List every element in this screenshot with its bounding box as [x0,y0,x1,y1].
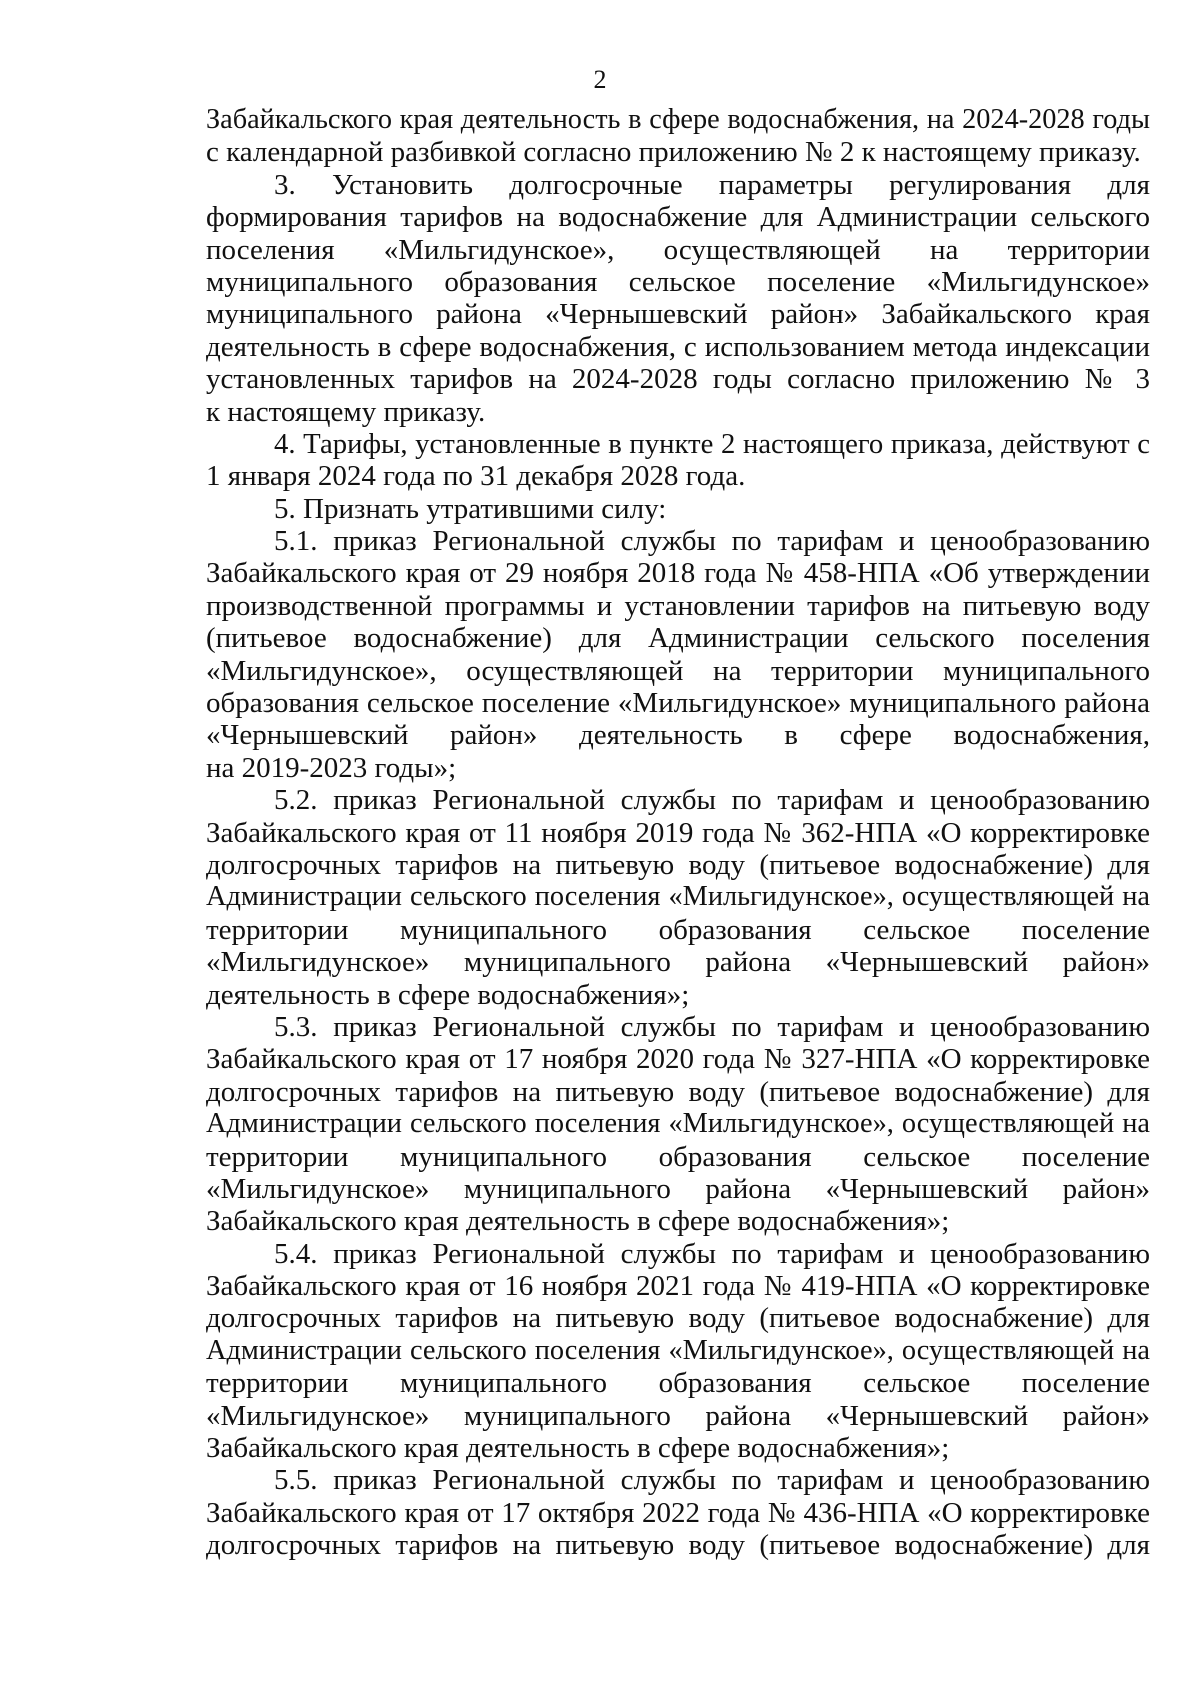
text-line: Забайкальского края от 17 ноября 2020 года № 327-НПА «О корректировке [206,1043,1150,1076]
text-line: Администрации сельского поселения «Мильгидунское», осуществляющей на [206,881,1150,913]
text-line: 5.5. приказ Региональной службы по тарифам и ценообразованию [274,1464,1150,1497]
text-line: 3. Установить долгосрочные параметры регулирования для [274,168,1150,201]
text-line: «Чернышевский район» деятельность в сфере водоснабжения, [206,719,1150,752]
text-line: формирования тарифов на водоснабжение для Администрации сельского [206,201,1150,234]
text-line: Администрации сельского поселения «Мильгидунское», осуществляющей на [206,1108,1150,1140]
text-line: 5. Признать утратившими силу: [274,492,667,525]
text-line: 5.4. приказ Региональной службы по тарифам и ценообразованию [274,1237,1150,1270]
text-line: производственной программы и установлении тарифов на питьевую воду [206,589,1150,622]
text-line: деятельность в сфере водоснабжения, с использованием метода индексации [206,330,1150,363]
text-line: долгосрочных тарифов на питьевую воду (питьевое водоснабжение) для [206,1529,1150,1562]
text-line: «Мильгидунское» муниципального района «Чернышевский район» [206,1399,1150,1432]
text-line: Забайкальского края от 16 ноября 2021 года № 419-НПА «О корректировке [206,1270,1150,1303]
text-line: 5.2. приказ Региональной службы по тарифам и ценообразованию [274,784,1150,817]
text-line: территории муниципального образования сельское поселение [206,1140,1150,1173]
text-line: (питьевое водоснабжение) для Администрации сельского поселения [206,622,1150,655]
text-line: Забайкальского края от 17 октября 2022 года № 436-НПА «О корректировке [206,1496,1150,1529]
text-line: деятельность в сфере водоснабжения»; [206,978,690,1011]
text-line: установленных тарифов на 2024-2028 годы согласно приложению № 3 [206,363,1150,396]
text-line: Забайкальского края от 29 ноября 2018 года № 458-НПА «Об утверждении [206,557,1150,590]
text-line: Забайкальского края деятельность в сфере водоснабжения»; [206,1205,950,1238]
text-line: «Мильгидунское» муниципального района «Чернышевский район» [206,946,1150,979]
text-line: 1 января 2024 года по 31 декабря 2028 года. [206,460,746,493]
text-line: «Мильгидунское», осуществляющей на территории муниципального [206,654,1150,687]
text-line: Администрации сельского поселения «Мильгидунское», осуществляющей на [206,1334,1150,1366]
text-line: территории муниципального образования сельское поселение [206,913,1150,946]
text-line: 5.1. приказ Региональной службы по тарифам и ценообразованию [274,525,1150,558]
text-line: к настоящему приказу. [206,395,486,428]
text-line: долгосрочных тарифов на питьевую воду (питьевое водоснабжение) для [206,1302,1150,1335]
document-body [206,104,1150,1562]
text-line: Забайкальского края деятельность в сфере водоснабжения»; [206,1432,950,1465]
text-line: «Мильгидунское» муниципального района «Чернышевский район» [206,1172,1150,1205]
text-line: 4. Тарифы, установленные в пункте 2 настоящего приказа, действуют с [274,427,1150,460]
text-line: поселения «Мильгидунское», осуществляющей на территории [206,233,1150,266]
text-line: образования сельское поселение «Мильгидунское» муниципального района [206,687,1150,720]
text-line: с календарной разбивкой согласно приложению № 2 к настоящему приказу. [206,136,1141,169]
text-line: муниципального образования сельское поселение «Мильгидунское» [206,265,1150,298]
text-line: долгосрочных тарифов на питьевую воду (питьевое водоснабжение) для [206,848,1150,881]
text-line: долгосрочных тарифов на питьевую воду (питьевое водоснабжение) для [206,1075,1150,1108]
text-line: Забайкальского края от 11 ноября 2019 года № 362-НПА «О корректировке [206,816,1150,849]
text-line: Забайкальского края деятельность в сфере водоснабжения, на 2024-2028 годы [206,104,1150,135]
text-line: на 2019-2023 годы»; [206,751,457,784]
text-line: муниципального района «Чернышевский район» Забайкальского края [206,298,1150,331]
page-number: 2 [593,65,607,94]
text-line: территории муниципального образования сельское поселение [206,1367,1150,1400]
text-line: 5.3. приказ Региональной службы по тарифам и ценообразованию [274,1010,1150,1043]
